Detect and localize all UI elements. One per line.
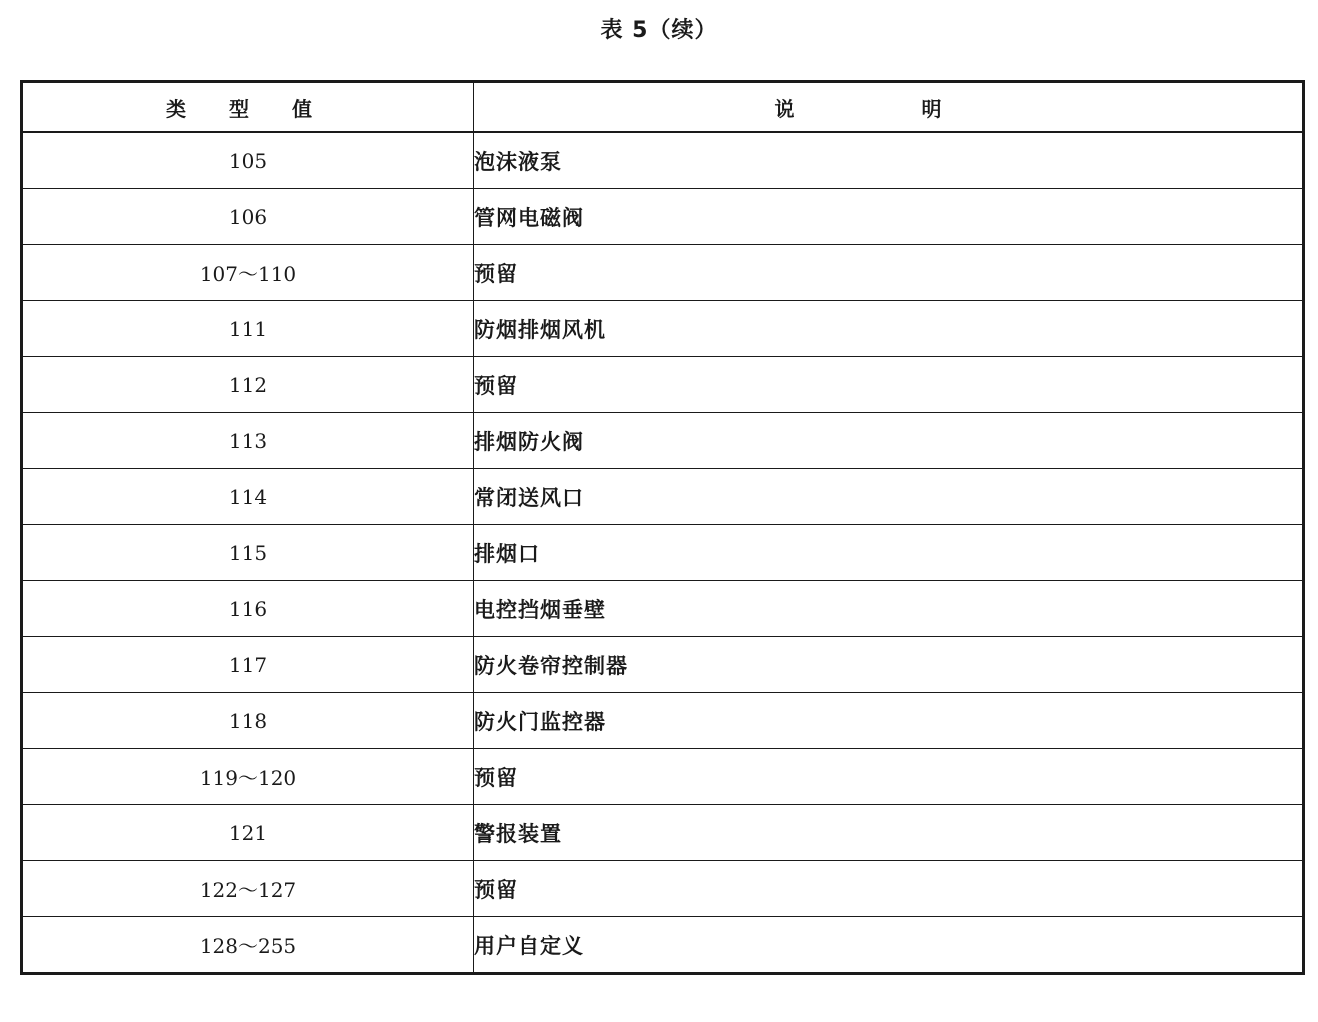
table-row <box>22 581 1304 637</box>
description-cell: 管网电磁阀 <box>474 189 1304 245</box>
table-row <box>22 637 1304 693</box>
table-row <box>22 749 1304 805</box>
description-cell: 防火门监控器 <box>474 693 1304 749</box>
table-caption: 表 5（续） <box>600 18 718 43</box>
description-cell: 电控挡烟垂壁 <box>474 581 1304 637</box>
table-row <box>22 525 1304 581</box>
table-row <box>22 413 1304 469</box>
type-value-cell: 111 <box>22 301 474 357</box>
type-value-cell: 116 <box>22 581 474 637</box>
table-row <box>22 693 1304 749</box>
type-value-cell: 113 <box>22 413 474 469</box>
type-value-cell: 106 <box>22 189 474 245</box>
column-header-description: 说 明 <box>474 82 1304 133</box>
description-cell: 排烟防火阀 <box>474 413 1304 469</box>
description-cell: 防烟排烟风机 <box>474 301 1304 357</box>
description-cell: 预留 <box>474 749 1304 805</box>
type-value-cell: 122～127 <box>22 861 474 917</box>
table-row <box>22 245 1304 301</box>
type-value-cell: 121 <box>22 805 474 861</box>
table-row <box>22 301 1304 357</box>
table-row <box>22 357 1304 413</box>
table-row <box>22 469 1304 525</box>
description-cell: 排烟口 <box>474 525 1304 581</box>
type-value-cell: 112 <box>22 357 474 413</box>
description-cell: 预留 <box>474 357 1304 413</box>
type-value-cell: 118 <box>22 693 474 749</box>
description-cell: 泡沫液泵 <box>474 132 1304 189</box>
description-cell: 警报装置 <box>474 805 1304 861</box>
description-cell: 预留 <box>474 861 1304 917</box>
table-row <box>22 189 1304 245</box>
type-value-cell: 119～120 <box>22 749 474 805</box>
description-cell: 用户自定义 <box>474 917 1304 974</box>
type-value-cell: 115 <box>22 525 474 581</box>
table-row <box>22 861 1304 917</box>
table-row <box>22 805 1304 861</box>
type-value-cell: 107～110 <box>22 245 474 301</box>
column-header-type-value: 类 型 值 <box>22 82 474 133</box>
type-value-cell: 128～255 <box>22 917 474 974</box>
table-row <box>22 132 1304 189</box>
type-value-cell: 114 <box>22 469 474 525</box>
description-cell: 防火卷帘控制器 <box>474 637 1304 693</box>
type-value-cell: 105 <box>22 132 474 189</box>
description-cell: 预留 <box>474 245 1304 301</box>
description-cell: 常闭送风口 <box>474 469 1304 525</box>
table-header-row <box>22 82 1304 133</box>
table-row <box>22 917 1304 974</box>
type-value-cell: 117 <box>22 637 474 693</box>
type-value-table <box>20 80 1305 975</box>
